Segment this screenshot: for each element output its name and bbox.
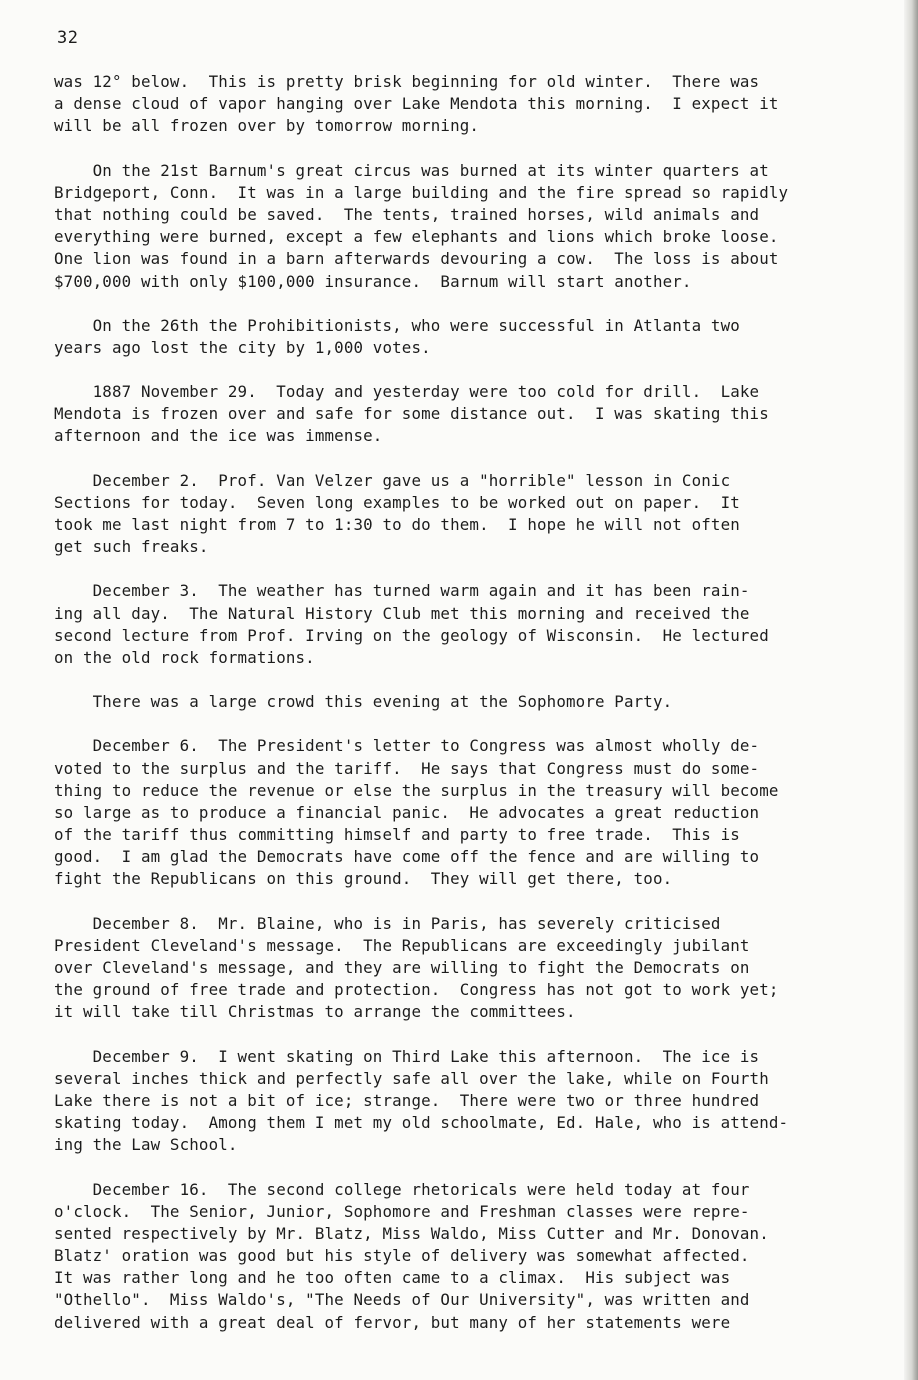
journal-paragraph [54,691,890,713]
journal-paragraph [54,470,890,559]
journal-paragraph [54,913,890,1024]
text-line: it will take till Christmas to arrange the committees. [54,1002,576,1022]
text-line: President Cleveland's message. The Republicans are exceedingly jubilant [54,935,750,955]
text-line: December 3. The weather has turned warm again and it has been rain- [54,581,750,601]
text-line: was 12° below. This is pretty brisk beginning for old winter. There was [54,72,760,91]
text-line: so large as to produce a financial panic. He advocates a great reduction [54,802,760,822]
journal-paragraph [54,1046,890,1157]
text-line: get such freaks. [54,537,209,557]
text-line: will be all frozen over by tomorrow morning. [54,116,480,136]
text-line: December 9. I went skating on Third Lake this afternoon. The ice is [54,1046,760,1066]
text-line: good. I am glad the Democrats have come off the fence and are willing to [54,847,760,867]
text-line: second lecture from Prof. Irving on the geology of Wisconsin. He lectured [54,625,769,645]
journal-paragraph [54,1179,890,1334]
text-line: Bridgeport, Conn. It was in a large building and the fire spread so rapidly [54,182,789,202]
text-line: years ago lost the city by 1,000 votes. [54,337,431,357]
body-text [54,71,890,1356]
journal-paragraph [54,381,890,448]
text-line: everything were burned, except a few elephants and lions which broke loose. [54,227,779,247]
text-line: ing the Law School. [54,1135,238,1155]
text-line: There was a large crowd this evening at the Sophomore Party. [54,692,673,712]
text-line: of the tariff thus committing himself and party to free trade. This is [54,825,740,845]
text-line: on the old rock formations. [54,647,315,667]
journal-paragraph [54,71,890,138]
text-line: a dense cloud of vapor hanging over Lake Mendota this morning. I expect it [54,94,779,114]
text-line: Sections for today. Seven long examples to be worked out on paper. It [54,492,740,512]
text-line: fight the Republicans on this ground. They will get there, too. [54,869,673,889]
text-line: delivered with a great deal of fervor, but many of her statements were [54,1312,731,1332]
text-line: afternoon and the ice was immense. [54,426,383,446]
text-line: December 6. The President's letter to Congress was almost wholly de- [54,736,760,756]
journal-paragraph [54,580,890,669]
text-line: It was rather long and he too often came to a climax. His subject was [54,1268,731,1288]
text-line: thing to reduce the revenue or else the surplus in the treasury will become [54,780,779,800]
text-line: 1887 November 29. Today and yesterday were too cold for drill. Lake [54,382,760,402]
text-line: Blatz' oration was good but his style of delivery was somewhat affected. [54,1246,750,1266]
text-line: On the 21st Barnum's great circus was burned at its winter quarters at [54,160,769,180]
text-line: "Othello". Miss Waldo's, "The Needs of Our University", was written and [54,1290,750,1310]
text-line: o'clock. The Senior, Junior, Sophomore and Freshman classes were repre- [54,1201,750,1221]
text-line: ing all day. The Natural History Club met this morning and received the [54,603,750,623]
text-line: December 16. The second college rhetoricals were held today at four [54,1179,750,1199]
text-line: Lake there is not a bit of ice; strange. There were two or three hundred [54,1090,760,1110]
text-line: took me last night from 7 to 1:30 to do them. I hope he will not often [54,515,740,534]
journal-paragraph [54,160,890,293]
text-line: that nothing could be saved. The tents, trained horses, wild animals and [54,204,760,224]
text-line: December 8. Mr. Blaine, who is in Paris, has severely criticised [54,913,721,933]
text-line: over Cleveland's message, and they are willing to fight the Democrats on [54,958,750,977]
text-line: voted to the surplus and the tariff. He says that Congress must do some- [54,758,760,778]
text-line: On the 26th the Prohibitionists, who were successful in Atlanta two [54,315,740,335]
journal-paragraph [54,315,890,359]
text-line: the ground of free trade and protection. Congress has not got to work yet; [54,980,779,1000]
text-line: Mendota is frozen over and safe for some distance out. I was skating this [54,404,769,424]
text-line: sented respectively by Mr. Blatz, Miss Waldo, Miss Cutter and Mr. Donovan. [54,1223,769,1243]
page-number: 32 [57,28,79,48]
journal-paragraph [54,735,890,890]
text-line: skating today. Among them I met my old schoolmate, Ed. Hale, who is attend- [54,1113,789,1133]
text-line: December 2. Prof. Van Velzer gave us a "horrible" lesson in Conic [54,470,731,490]
text-line: $700,000 with only $100,000 insurance. Barnum will start another. [54,271,692,291]
text-line: One lion was found in a barn afterwards devouring a cow. The loss is about [54,249,779,269]
text-line: several inches thick and perfectly safe all over the lake, while on Fourth [54,1068,769,1088]
page-edge-shadow [904,0,918,1380]
